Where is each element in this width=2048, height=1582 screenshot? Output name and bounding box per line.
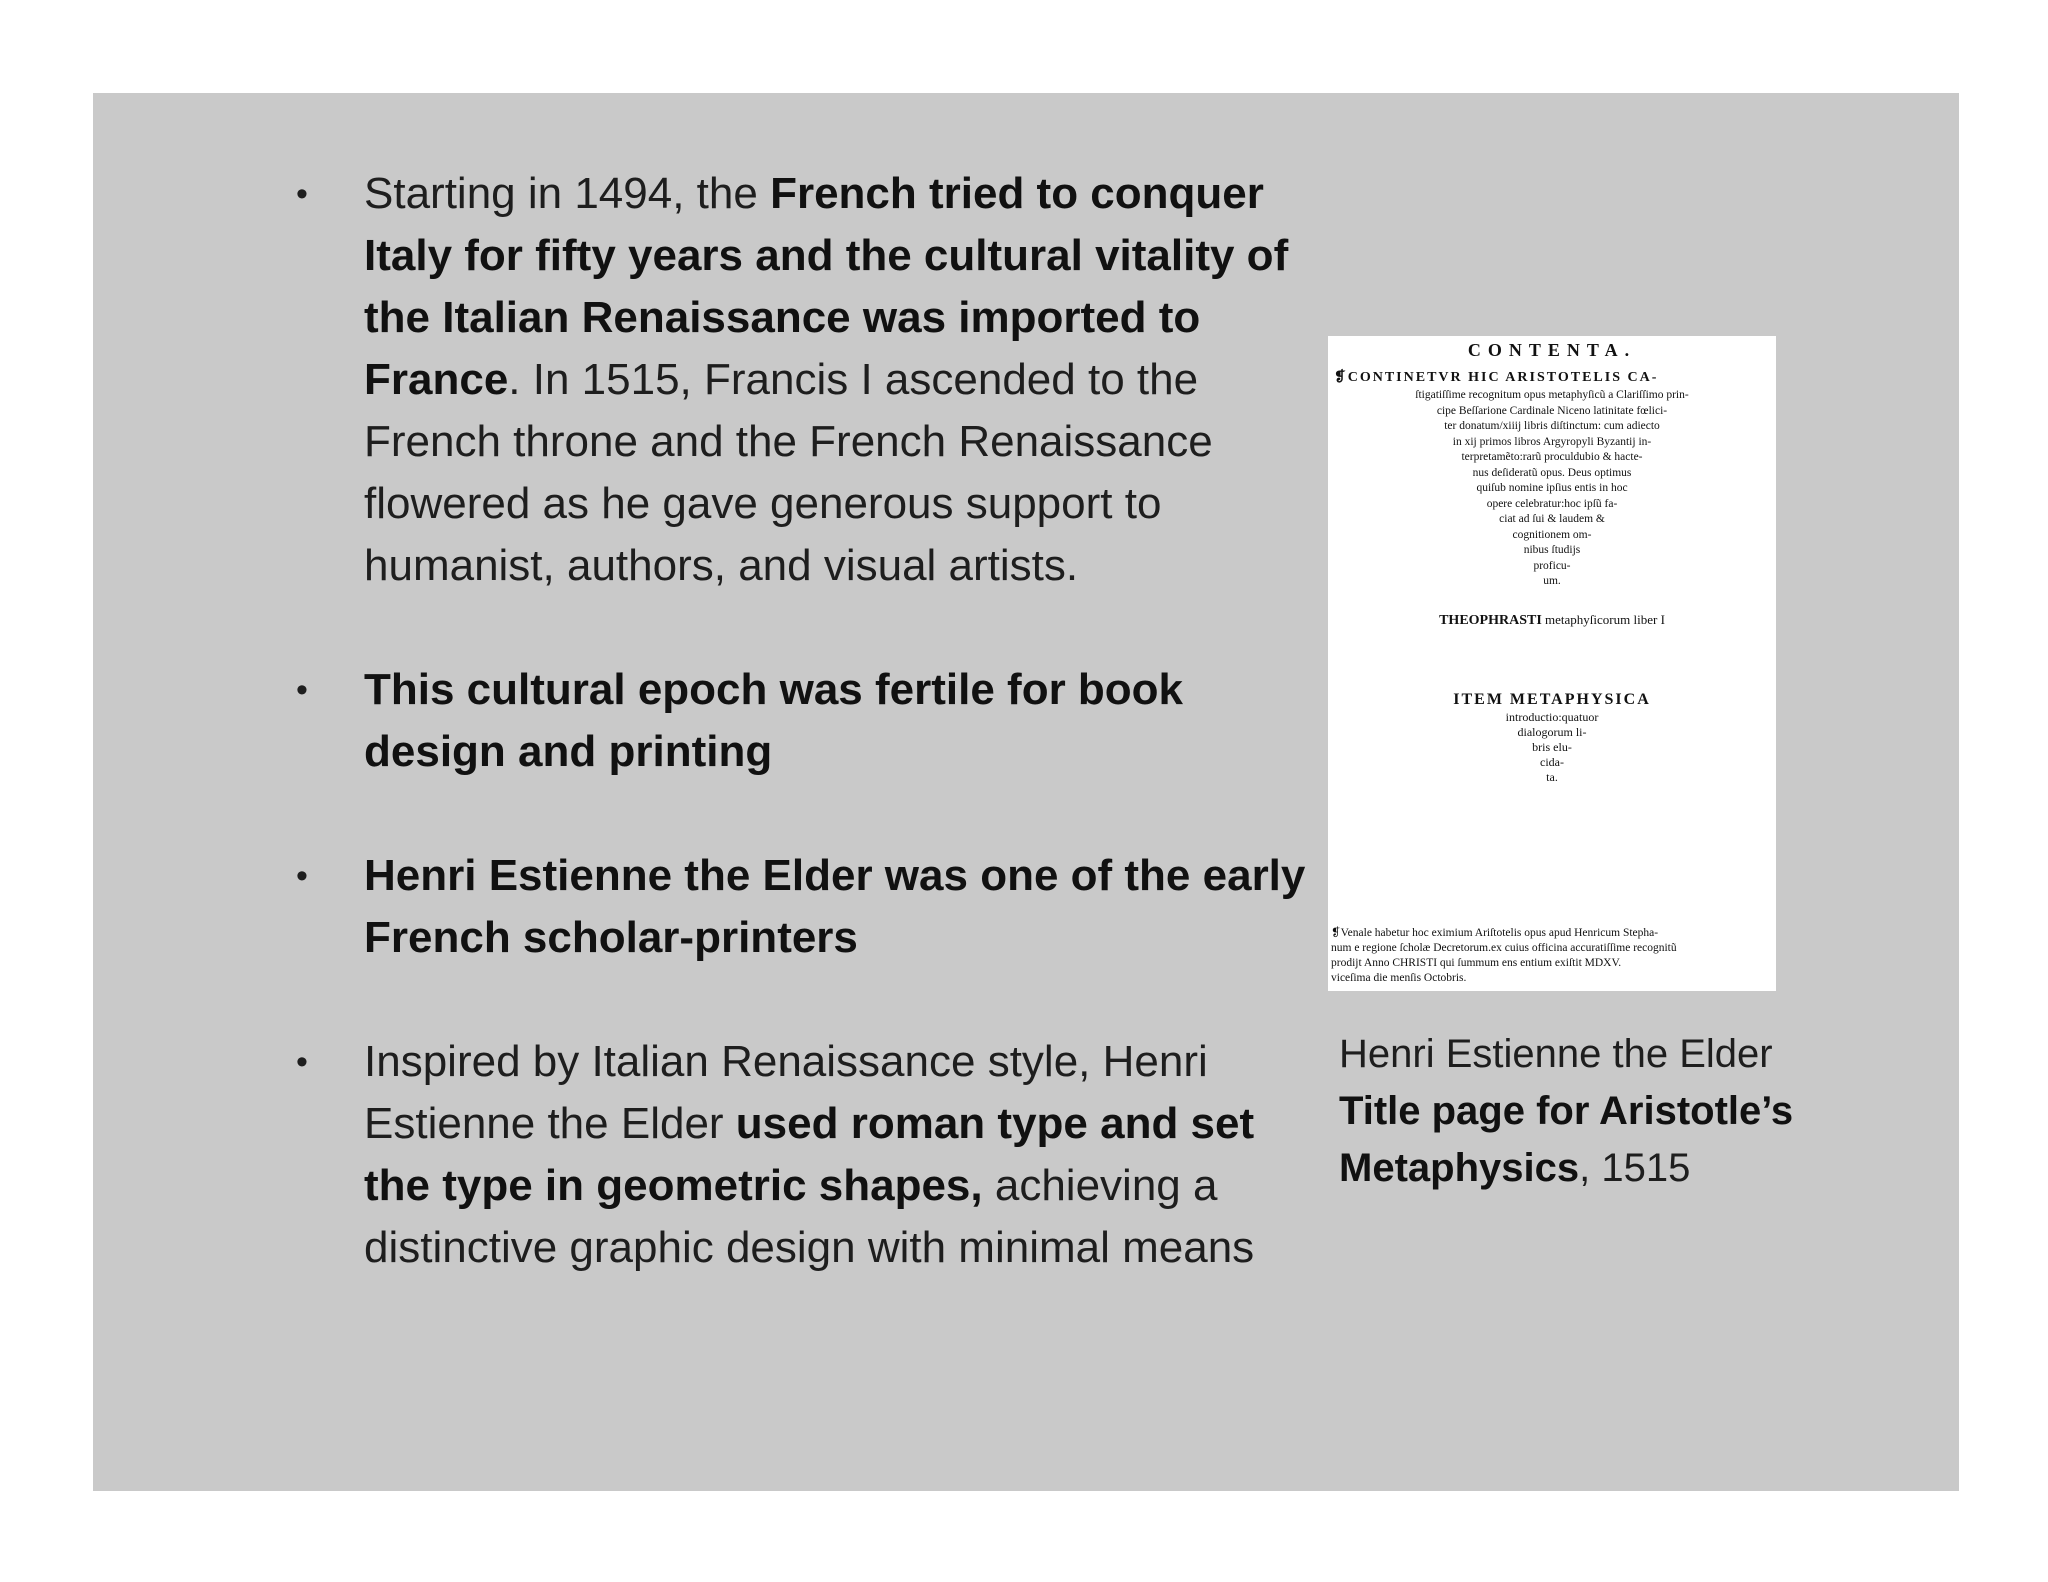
bullet-item	[273, 659, 1313, 783]
title-page-heading: CONTENTA.	[1467, 340, 1637, 360]
title-page-line: in xij primos libros Argyropyli Byzantij in-	[1452, 435, 1652, 448]
title-page-line: ❡Venale habetur hoc eximium Ariſtotelis opus apud Henricum Stepha-	[1331, 927, 1659, 939]
title-page-line: cognitionem om-	[1512, 528, 1592, 541]
title-page-line: terpretamẽto:rarũ proculdubio & hacte-	[1461, 451, 1643, 463]
bullet-text-bold: Henri Estienne the Elder was one of the early French scholar-printers	[364, 851, 1306, 962]
bullet-text: . In 1515, Francis I ascended to the French throne and the French Renaissance flowered as he gave generous support to humanist, authors, and visual artists.	[364, 355, 1213, 590]
title-page-image	[1328, 336, 1776, 991]
bullet-marker: •	[296, 1043, 308, 1081]
image-caption	[1339, 1026, 1899, 1197]
title-page-line: nibus ſtudijs	[1523, 544, 1581, 556]
bullet-text: Inspired by Italian Renaissance style, Henri Estienne the Elder	[364, 1037, 1208, 1148]
title-page-footer	[1331, 926, 1773, 986]
title-page-triangle-text-2	[1328, 710, 1776, 785]
title-page-line: proficu-	[1533, 559, 1571, 572]
title-page-line: ta.	[1546, 769, 1558, 784]
bullet-item	[273, 163, 1313, 597]
title-page-line: dialogorum li-	[1517, 724, 1587, 739]
title-page-theophrasti	[1328, 612, 1776, 629]
title-page-line: cida-	[1540, 754, 1564, 769]
title-page-line: num e regione ſcholæ Decretorum.ex cuius officina accuratiſſime recognitũ	[1331, 942, 1677, 954]
title-page-triangle-text	[1328, 388, 1776, 590]
title-page-line: viceſima die menſis Octobris.	[1331, 972, 1467, 984]
title-page-line: opere celebratur:hoc ipſũ fa-	[1486, 497, 1618, 510]
title-page-line: bris elu-	[1532, 739, 1572, 754]
slide	[93, 93, 1959, 1491]
bullet-item	[273, 1031, 1313, 1279]
title-page-line: ciat ad ſui & laudem &	[1499, 513, 1605, 525]
bullet-marker: •	[296, 175, 308, 213]
bullet-marker: •	[296, 671, 308, 709]
caption-title	[1339, 1083, 1899, 1197]
title-page-line: introductio:quatuor	[1505, 709, 1599, 724]
title-page-line: cipe Beſſarione Cardinale Niceno latinitate fœlici-	[1436, 404, 1668, 417]
title-page-line: nus deſideratũ opus. Deus optimus	[1472, 466, 1632, 479]
title-page-line: um.	[1543, 575, 1561, 587]
title-page-item: ITEM METAPHYSICA	[1453, 690, 1651, 708]
bullet-text-bold: used roman type and set the type in geometric shapes,	[364, 1099, 1255, 1210]
bullet-list	[273, 163, 1313, 1279]
caption-title-bold: Title page for Aristotle’s Metaphysics	[1339, 1089, 1794, 1190]
title-page-line: quiſub nomine ipſius entis in hoc	[1476, 482, 1628, 494]
title-page-theophrasti-name: THEOPHRASTI	[1439, 612, 1542, 628]
bullet-text: achieving a distinctive graphic design with minimal means	[364, 1161, 1255, 1272]
title-page-line: prodijt Anno CHRISTI qui ſummum ens entium exiſtit MDXV.	[1331, 957, 1622, 969]
bullet-item	[273, 845, 1313, 969]
bullet-marker: •	[296, 857, 308, 895]
bullet-text: Starting in 1494, the	[364, 169, 771, 218]
title-page-lead: ❡CONTINETVR HIC ARISTOTELIS CA-	[1334, 370, 1659, 385]
title-page-line: ſtigatiſſime recognitum opus metaphyſicũ a Clariſſimo prin-	[1415, 389, 1689, 401]
caption-author: Henri Estienne the Elder	[1339, 1032, 1773, 1076]
bullet-text-bold: French tried to conquer Italy for fifty years and the cultural vitality of the Italian Renaissance was imported to France	[364, 169, 1289, 404]
bullet-text-bold: This cultural epoch was fertile for book design and printing	[364, 665, 1184, 776]
caption-year: , 1515	[1579, 1146, 1691, 1190]
title-page-theophrasti-rest: metaphyſicorum liber I	[1545, 611, 1665, 627]
title-page-line: ter donatum/xiiij libris diſtinctum: cum adiecto	[1444, 420, 1660, 432]
